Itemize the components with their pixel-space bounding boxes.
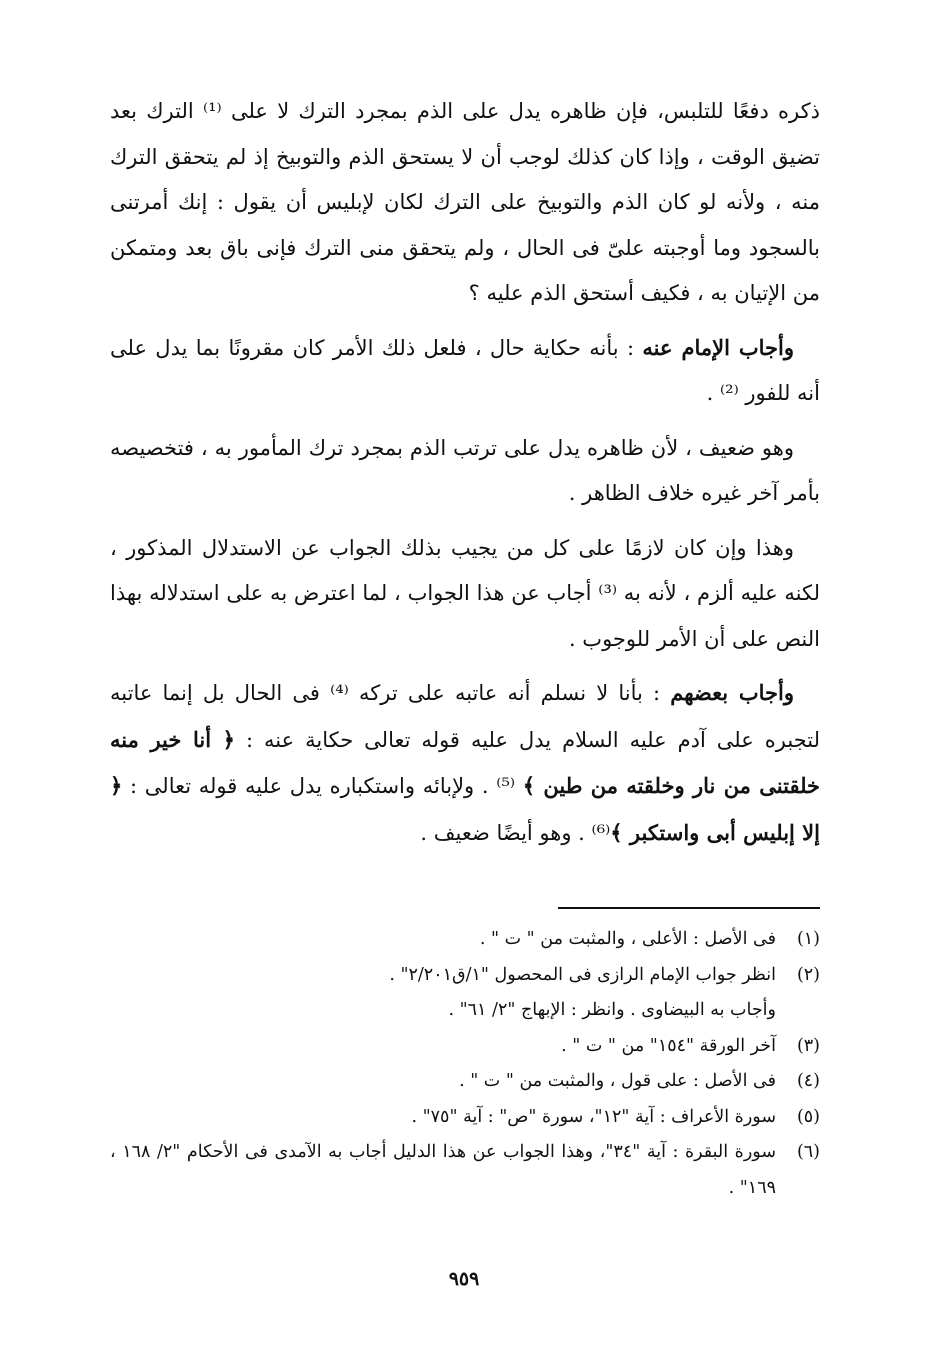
page-number: ٩٥٩ (448, 1268, 480, 1290)
paragraph-4 (110, 525, 820, 663)
footnote-text: آخر الورقة "١٥٤" من " ت " . (561, 1035, 776, 1056)
footnote-number: (٣) (796, 1035, 820, 1056)
paragraph-lead: وأجاب الإمام عنه (642, 334, 794, 360)
footnotes (110, 922, 820, 1206)
footnote-divider (558, 907, 820, 909)
paragraph-text: وهو ضعيف ، لأن ظاهره يدل على ترتب الذم بمجرد ترك المأمور به ، فتخصيصه بأمر آخر غيره خلاف الظاهر . (110, 435, 820, 505)
footnote-number: (١) (796, 929, 820, 949)
paragraph-text: وهذا وإن كان لازمًا على كل من يجيب بذلك الجواب عن الاستدلال المذكور ، لكنه عليه ألزم ، لأنه به ⁽³⁾ أجاب عن هذا الجواب ، لما اعترض به على استدلاله بهذا النص على أن الأمر للوجوب . (110, 535, 821, 651)
paragraph-text: : بأنا لا نسلم أنه عاتبه على تركه ⁽⁴⁾ فى الحال بل إنما عاتبه لتجبره على آدم عليه السلام يدل عليه قوله تعالى حكاية عنه : (110, 681, 820, 752)
footnote-2-continuation: وأجاب به البيضاوى . وانظر : الإبهاج "٢/ ٦١" . (448, 1000, 776, 1020)
footnote-4 (110, 1064, 820, 1100)
footnote-number: (٤) (796, 1071, 820, 1091)
footnote-3 (110, 1029, 820, 1065)
paragraph-text: : بأنه حكاية حال ، فلعل ذلك الأمر كان مقرونًا بما يدل على أنه للفور ⁽²⁾ . (110, 335, 820, 405)
paragraph-lead: وأجاب بعضهم (670, 680, 795, 705)
footnote-number: (٢) (796, 964, 820, 985)
footnote-2 (110, 958, 820, 994)
paragraph-2 (110, 325, 820, 417)
paragraph-text: ذكره دفعًا للتلبس، فإن ظاهره يدل على الذم بمجرد الترك لا على ⁽¹⁾ الترك بعد تضيق الوقت ، وإذا كان كذلك لوجب أن لا يستحق الذم والتوبيخ إذ لم يتحقق الترك منه ، ولأنه لو كان الذم والتوبيخ على الترك لكان لإبليس أن يقول : إنك أمرتنى بالسجود وما أوجبته علىّ فى الحال ، ولم يتحقق منى الترك فإنى باق بعد ومتمكن من الإتيان به ، فكيف أستحق الذم عليه ؟ (110, 99, 820, 305)
quran-quote: ﴿ أنا خير منه خلقتنى من نار وخلقته من طين ﴾ (110, 726, 820, 798)
paragraph-5 (110, 670, 820, 856)
footnote-text: سورة الأعراف : آية "١٢"، سورة "ص" : آية "٧٥" . (411, 1106, 776, 1127)
footnote-number: (٦) (796, 1142, 820, 1162)
footnote-text: فى الأصل : الأعلى ، والمثبت من " ت " . (479, 929, 776, 949)
footnote-text: فى الأصل : على قول ، والمثبت من " ت " . (459, 1071, 776, 1091)
paragraph-1 (110, 88, 820, 317)
footnote-5 (110, 1100, 820, 1136)
footnote-text: سورة البقرة : آية "٣٤"، وهذا الجواب عن هذا الدليل أجاب به الآمدى فى الأحكام "٢/ ١٦٨ ، ١٦٩" . (110, 1142, 776, 1198)
paragraph-3 (110, 425, 820, 517)
quran-quote: ﴿ إلا إبليس أبى واستكبر ﴾ (110, 773, 820, 845)
paragraph-text: ⁽⁶⁾ . وهو أيضًا ضعيف . (420, 820, 611, 845)
footnote-1 (110, 922, 820, 958)
footnote-6 (110, 1135, 820, 1206)
main-text (110, 88, 820, 864)
footnote-text: انظر جواب الإمام الرازى فى المحصول "١/ق٢/٢٠١" . (389, 964, 776, 985)
footnote-number: (٥) (796, 1106, 820, 1127)
paragraph-text: ⁽⁵⁾ . ولإبائه واستكباره يدل عليه قوله تعالى : (122, 774, 523, 798)
